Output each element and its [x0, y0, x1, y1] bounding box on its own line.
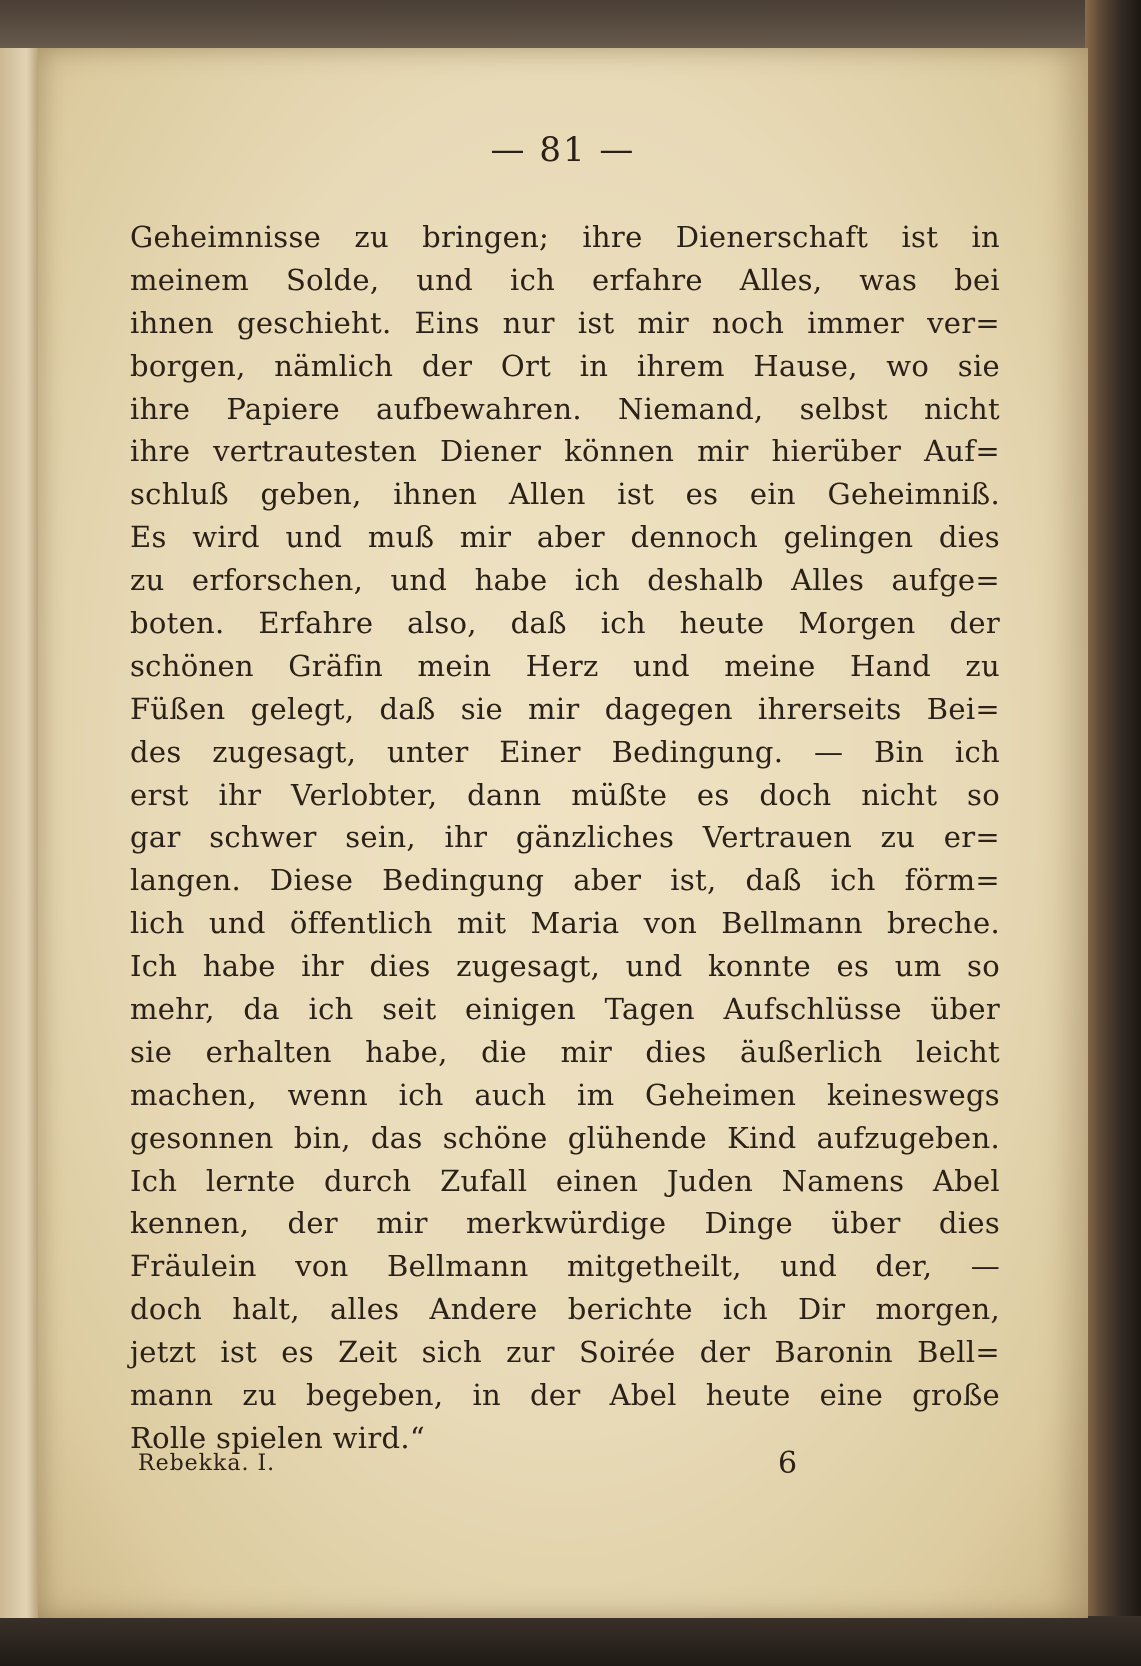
text-line: Rolle spielen wird.“ [130, 1420, 426, 1455]
sheet-number: 6 [778, 1446, 798, 1481]
book-binding-top [0, 0, 1141, 52]
page-number: — 81 — [490, 130, 636, 170]
text-line: doch halt, alles Andere berichte ich Dir morgen, [130, 1292, 1000, 1327]
book-binding-spine [1085, 0, 1141, 1666]
text-line: langen. Diese Bedingung aber ist, daß ich förm= [130, 863, 1000, 898]
text-line: sie erhalten habe, die mir dies äußerlich leicht [130, 1034, 1000, 1069]
book-binding-bottom [0, 1616, 1141, 1666]
text-line: Ich habe ihr dies zugesagt, und konnte es um so [130, 949, 1000, 984]
text-line: kennen, der mir merkwürdige Dinge über dies [130, 1206, 1000, 1241]
text-line: meinem Solde, und ich erfahre Alles, was bei [130, 262, 1000, 297]
body-text [130, 216, 1000, 1460]
text-line: machen, wenn ich auch im Geheimen keineswegs [130, 1077, 1000, 1112]
text-line: lich und öffentlich mit Maria von Bellmann breche. [130, 906, 1000, 941]
text-line: des zugesagt, unter Einer Bedingung. — Bin ich [130, 734, 1000, 769]
text-line: Füßen gelegt, daß sie mir dagegen ihrerseits Bei= [130, 691, 1000, 726]
signature-mark: Rebekka. I. [138, 1451, 276, 1476]
text-line: mehr, da ich seit einigen Tagen Aufschlüsse über [130, 992, 1000, 1027]
book-page [38, 48, 1088, 1618]
facing-page-edge [0, 48, 38, 1618]
text-line: erst ihr Verlobter, dann müßte es doch nicht so [130, 777, 1000, 812]
text-line: ihnen geschieht. Eins nur ist mir noch immer ver= [130, 305, 1000, 340]
text-line: Ich lernte durch Zufall einen Juden Namens Abel [130, 1163, 1000, 1198]
text-line: gesonnen bin, das schöne glühende Kind aufzugeben. [130, 1120, 1000, 1155]
text-line: schluß geben, ihnen Allen ist es ein Geheimniß. [130, 477, 1000, 512]
text-line: Geheimnisse zu bringen; ihre Dienerschaft ist in [130, 220, 1000, 254]
text-line: zu erforschen, und habe ich deshalb Alles aufge= [130, 563, 1000, 598]
text-line: boten. Erfahre also, daß ich heute Morgen der [130, 606, 1000, 641]
text-line: ihre vertrautesten Diener können mir hierüber Auf= [130, 434, 1000, 469]
text-line: Fräulein von Bellmann mitgetheilt, und der, — [130, 1249, 1000, 1284]
text-line: ihre Papiere aufbewahren. Niemand, selbst nicht [130, 391, 1000, 426]
text-line: borgen, nämlich der Ort in ihrem Hause, wo sie [130, 348, 1000, 383]
text-line: jetzt ist es Zeit sich zur Soirée der Baronin Bell= [130, 1335, 1000, 1370]
text-line: Es wird und muß mir aber dennoch gelingen dies [130, 520, 1000, 555]
text-line: schönen Gräfin mein Herz und meine Hand zu [130, 648, 1000, 683]
text-line: mann zu begeben, in der Abel heute eine große [130, 1378, 1000, 1413]
text-line: gar schwer sein, ihr gänzliches Vertrauen zu er= [130, 820, 1000, 855]
